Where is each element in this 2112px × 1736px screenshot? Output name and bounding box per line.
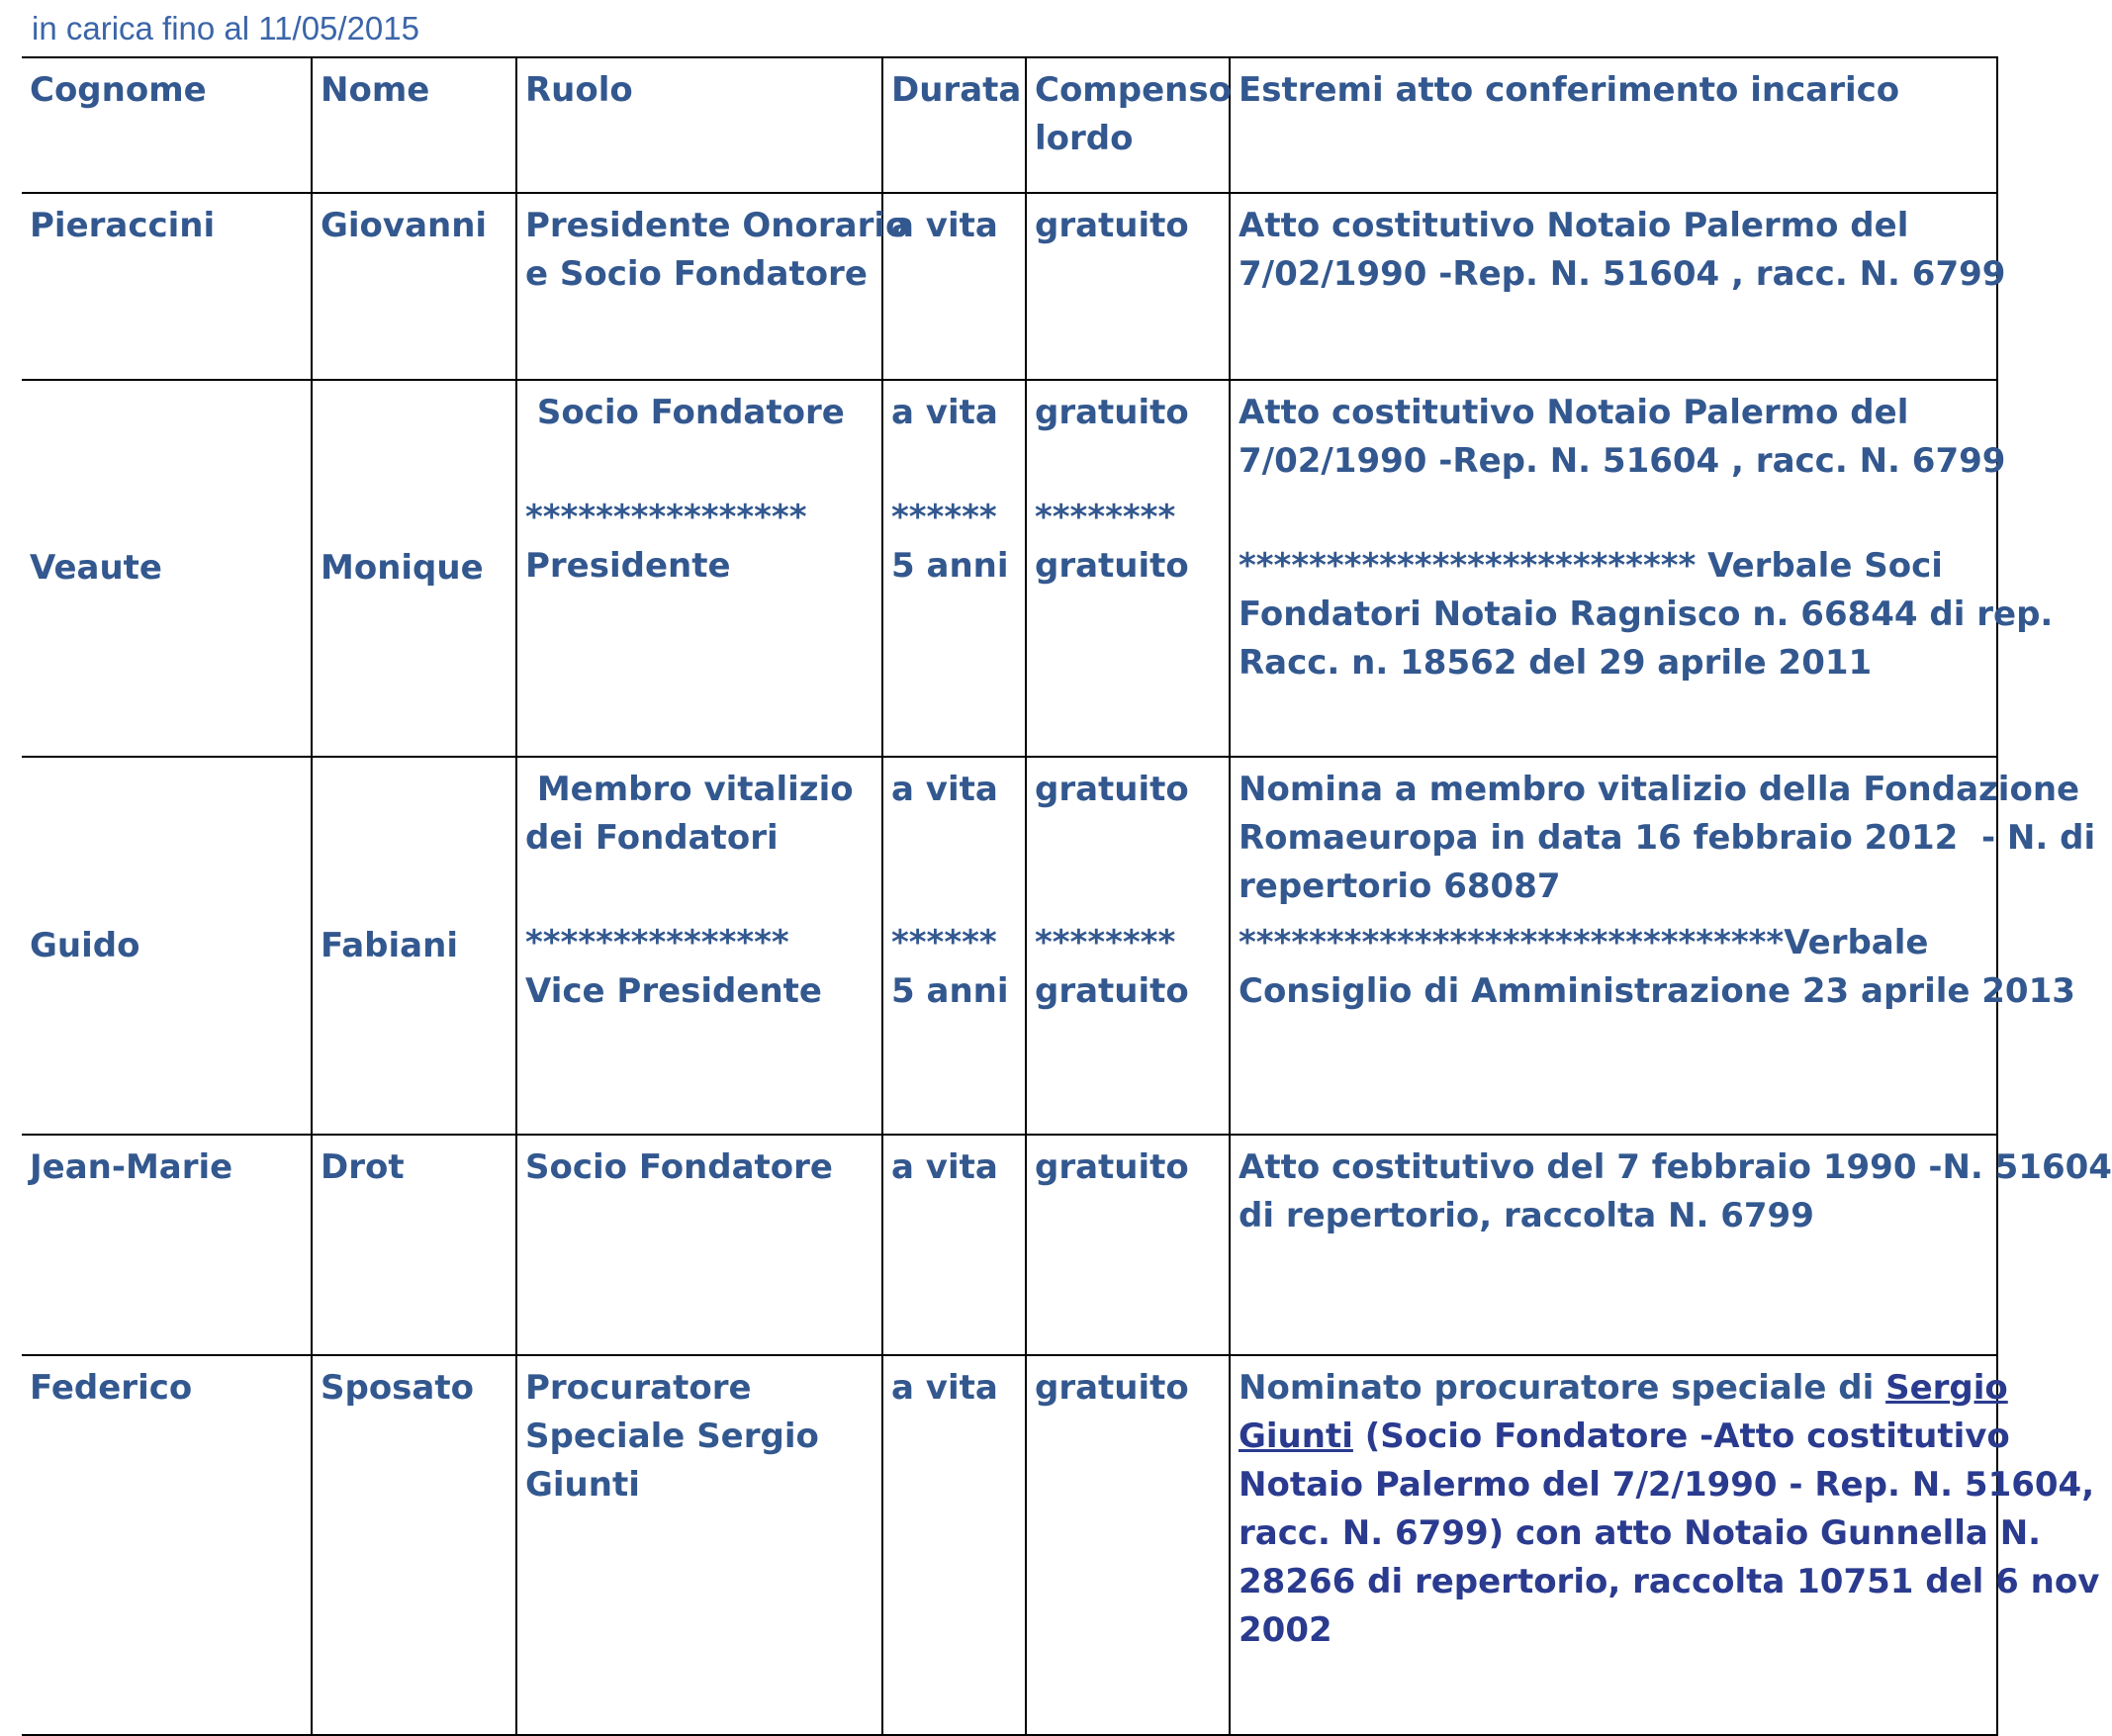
sergio-link[interactable]: Sergio	[1885, 1368, 2008, 1408]
officers-table	[22, 56, 2112, 1736]
cell-cognome: Veaute	[22, 380, 312, 757]
header-ruolo: Ruolo	[516, 57, 882, 193]
cell-durata: a vita	[882, 193, 1026, 380]
cell-cognome: Guido	[22, 757, 312, 1135]
cell-compenso: gratuito	[1026, 1135, 1230, 1355]
cell-estremi: Atto costitutivo Notaio Palermo del 7/02/1990 -Rep. N. 51604 , racc. N. 6799	[1230, 193, 1997, 380]
cell-ruolo: Membro vitalizio dei Fondatori *************** Vice Presidente	[516, 757, 882, 1135]
document-caption: in carica fino al 11/05/2015	[32, 10, 419, 46]
cell-ruolo: Presidente Onorario e Socio Fondatore	[516, 193, 882, 380]
cell-cognome: Pieraccini	[22, 193, 312, 380]
cell-compenso: gratuito ******** gratuito	[1026, 380, 1230, 757]
header-nome: Nome	[312, 57, 516, 193]
table-row	[22, 380, 1997, 757]
header-compenso: Compenso lordo	[1026, 57, 1230, 193]
cell-compenso: gratuito ******** gratuito	[1026, 757, 1230, 1135]
cell-nome: Monique	[312, 380, 516, 757]
cell-nome: Sposato	[312, 1355, 516, 1735]
estremi-text: Nominato procuratore speciale di	[1239, 1368, 1886, 1408]
cell-durata: a vita	[882, 1135, 1026, 1355]
cell-nome: Giovanni	[312, 193, 516, 380]
cell-cognome: Federico	[22, 1355, 312, 1735]
cell-compenso: gratuito	[1026, 1355, 1230, 1735]
header-durata: Durata	[882, 57, 1026, 193]
cell-ruolo: Socio Fondatore **************** Presidente	[516, 380, 882, 757]
table-row	[22, 193, 1997, 380]
table-header-row	[22, 57, 1997, 193]
cell-compenso: gratuito	[1026, 193, 1230, 380]
cell-cognome: Jean-Marie	[22, 1135, 312, 1355]
estremi-text: (Socio Fondatore -Atto costitutivo	[1352, 1416, 2010, 1456]
cell-ruolo: Socio Fondatore	[516, 1135, 882, 1355]
cell-ruolo: Procuratore Speciale Sergio Giunti	[516, 1355, 882, 1735]
cell-nome: Fabiani	[312, 757, 516, 1135]
header-cognome: Cognome	[22, 57, 312, 193]
cell-durata: a vita	[882, 1355, 1026, 1735]
table-row	[22, 757, 1997, 1135]
cell-estremi: Nomina a membro vitalizio della Fondazione Romaeuropa in data 16 febbraio 2012 - N. di repertorio 68087 *******************************Verbale Consiglio di Amministrazione 23 aprile 2013	[1230, 757, 1997, 1135]
table-row	[22, 1355, 1997, 1735]
cell-estremi: Nominato procuratore speciale di Sergio Giunti (Socio Fondatore -Atto costitutivo Notaio Palermo del 7/2/1990 - Rep. N. 51604, racc. N. 6799) con atto Notaio Gunnella N. 28266 di repertorio, raccolta 10751 del 6 nov 2002	[1230, 1355, 1997, 1735]
cell-durata: a vita ****** 5 anni	[882, 380, 1026, 757]
giunti-link[interactable]: Giunti	[1239, 1416, 1353, 1456]
table-row	[22, 1135, 1997, 1355]
cell-estremi: Atto costitutivo del 7 febbraio 1990 -N. 51604 di repertorio, raccolta N. 6799	[1230, 1135, 1997, 1355]
cell-nome: Drot	[312, 1135, 516, 1355]
cell-estremi: Atto costitutivo Notaio Palermo del 7/02/1990 -Rep. N. 51604 , racc. N. 6799 ************************** Verbale Soci Fondatori Notaio Ragnisco n. 66844 di rep. Racc. n. 18562 del 29 aprile 2011	[1230, 380, 1997, 757]
header-estremi: Estremi atto conferimento incarico	[1230, 57, 1997, 193]
cell-durata: a vita ****** 5 anni	[882, 757, 1026, 1135]
